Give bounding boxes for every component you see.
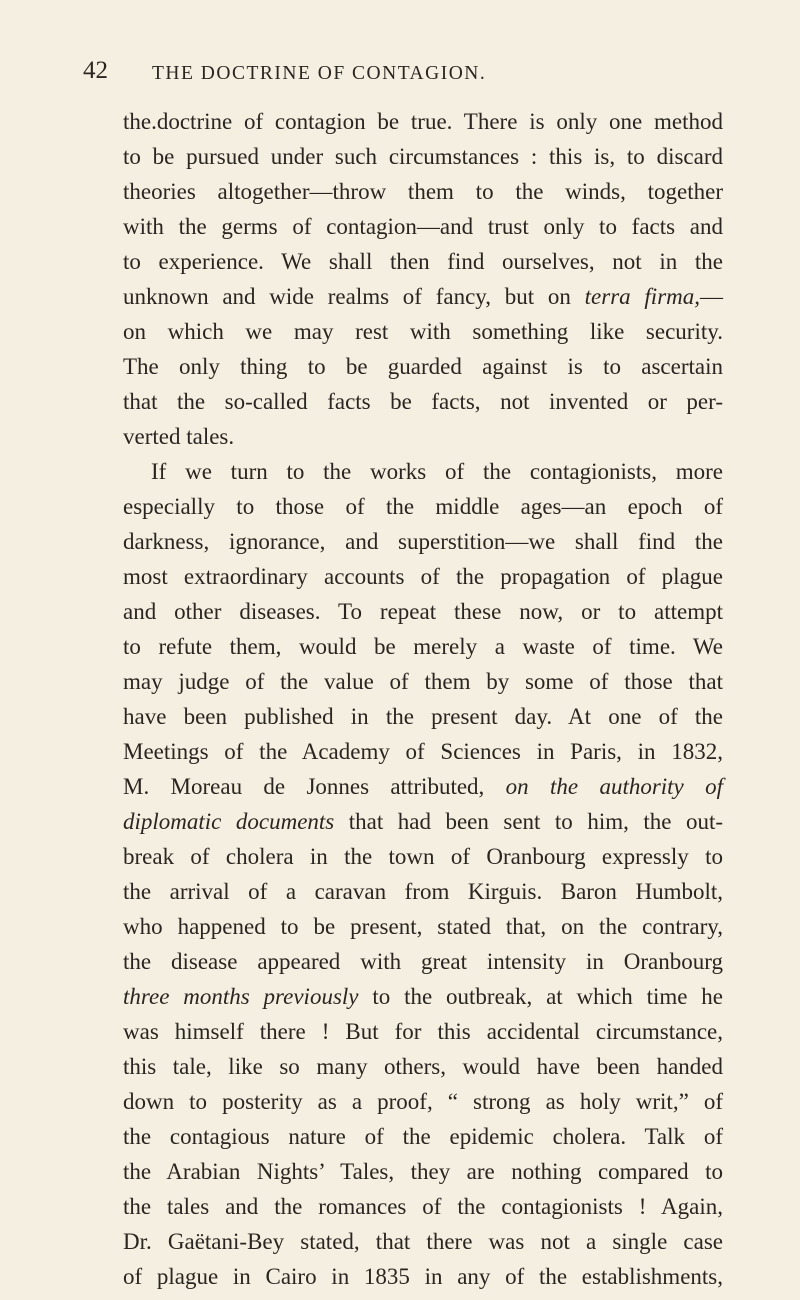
text-run: The only thing to be guarded against is to ascertain (123, 354, 723, 379)
text-run: M. Moreau de Jonnes attributed, (123, 774, 506, 799)
text-run: that the so-called facts be facts, not invented or per- (123, 389, 723, 414)
text-line (123, 244, 723, 279)
text-line (123, 769, 723, 804)
text-run: theories altogether—throw them to the winds, together (123, 179, 723, 204)
text-line (123, 174, 723, 209)
text-line (123, 104, 723, 139)
text-run: on which we may rest with something like security. (123, 319, 723, 344)
text-line (123, 1259, 723, 1294)
text-run: break of cholera in the town of Oranbourg expressly to (123, 844, 723, 869)
text-line (123, 1189, 723, 1224)
text-run: who happened to be present, stated that, on the contrary, (123, 914, 723, 939)
text-line (123, 1049, 723, 1084)
text-run: have been published in the present day. At one of the (123, 704, 723, 729)
text-run: Dr. Gaëtani-Bey stated, that there was not a single case (123, 1229, 723, 1254)
text-run: with the germs of contagion—and trust only to facts and (123, 214, 723, 239)
text-line (123, 489, 723, 524)
text-line (123, 944, 723, 979)
text-run: and other diseases. To repeat these now, or to attempt (123, 599, 723, 624)
text-run: may judge of the value of them by some of those that (123, 669, 723, 694)
text-line (123, 1084, 723, 1119)
text-line (123, 419, 723, 454)
running-head: THE DOCTRINE OF CONTAGION. (152, 63, 487, 84)
text-run: If we turn to the works of the contagionists, more (151, 459, 723, 484)
text-line (123, 594, 723, 629)
text-run: Meetings of the Academy of Sciences in Paris, in 1832, (123, 739, 723, 764)
text-line (123, 909, 723, 944)
text-run: that had been sent to him, the out- (334, 809, 723, 834)
paragraph (123, 104, 723, 454)
text-run: the.doctrine of contagion be true. There is only one method (123, 109, 723, 134)
text-run: the contagious nature of the epidemic cholera. Talk of (123, 1124, 723, 1149)
text-line (123, 1119, 723, 1154)
text-line (123, 454, 723, 489)
italic-phrase: terra firma, (584, 284, 701, 309)
text-line (123, 1224, 723, 1259)
text-run: — (700, 284, 724, 309)
text-line (123, 524, 723, 559)
page-number: 42 (83, 57, 108, 84)
text-line (123, 559, 723, 594)
text-line (123, 664, 723, 699)
italic-phrase: three months previously (123, 984, 359, 1009)
text-line (123, 629, 723, 664)
text-run: verted tales. (123, 424, 235, 449)
text-line (123, 314, 723, 349)
text-line (123, 1014, 723, 1049)
text-line (123, 839, 723, 874)
text-run: unknown and wide realms of fancy, but on (123, 284, 585, 309)
text-run: most extraordinary accounts of the propagation of plague (123, 564, 723, 589)
text-run: to be pursued under such circumstances : this is, to discard (123, 144, 723, 169)
text-line (123, 139, 723, 174)
text-run: to refute them, would be merely a waste of time. We (123, 634, 723, 659)
text-run: the disease appeared with great intensity in Oranbourg (123, 949, 723, 974)
page-header (0, 56, 800, 86)
paragraph (123, 454, 723, 1294)
text-line (123, 209, 723, 244)
text-line (123, 279, 723, 314)
text-run: the tales and the romances of the contagionists ! Again, (123, 1194, 723, 1219)
text-run: to experience. We shall then find ourselves, not in the (123, 249, 723, 274)
text-line (123, 349, 723, 384)
text-run: the Arabian Nights’ Tales, they are nothing compared to (123, 1159, 723, 1184)
body-text (123, 104, 723, 1294)
text-run: this tale, like so many others, would have been handed (123, 1054, 723, 1079)
text-run: of plague in Cairo in 1835 in any of the establishments, (123, 1264, 723, 1289)
text-line (123, 384, 723, 419)
italic-phrase: diplomatic documents (123, 809, 335, 834)
text-run: darkness, ignorance, and superstition—we shall find the (123, 529, 723, 554)
text-run: was himself there ! But for this accidental circumstance, (123, 1019, 723, 1044)
text-run: down to posterity as a proof, “ strong as holy writ,” of (123, 1089, 723, 1114)
text-run: especially to those of the middle ages—an epoch of (123, 494, 723, 519)
text-line (123, 804, 723, 839)
text-line (123, 979, 723, 1014)
text-line (123, 699, 723, 734)
text-line (123, 734, 723, 769)
italic-phrase: on the authority of (505, 774, 723, 799)
text-run: the arrival of a caravan from Kirguis. Baron Humbolt, (123, 879, 723, 904)
text-line (123, 1154, 723, 1189)
text-run: to the outbreak, at which time he (358, 984, 723, 1009)
text-line (123, 874, 723, 909)
